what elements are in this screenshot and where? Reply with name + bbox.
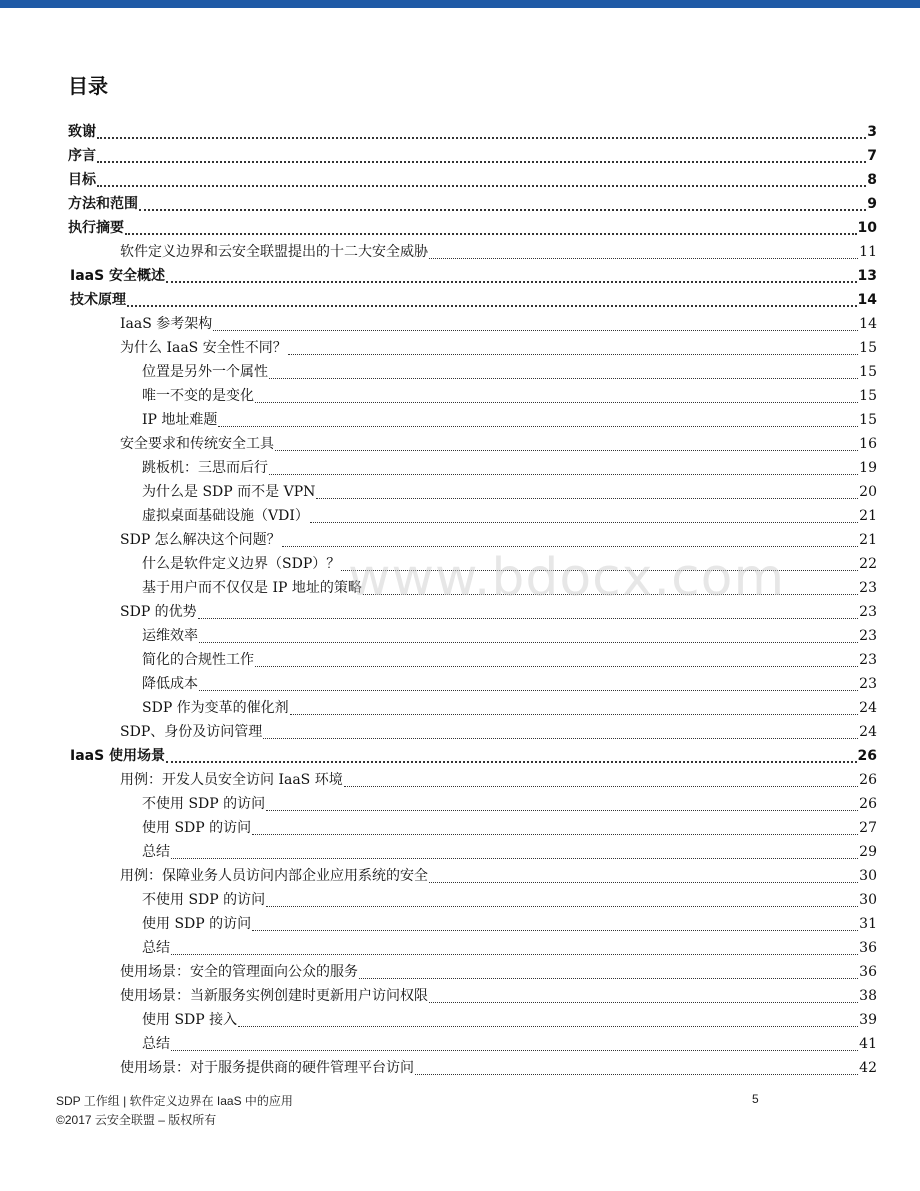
toc-entry[interactable] <box>0 120 877 144</box>
toc-entry[interactable] <box>0 384 877 408</box>
toc-entry[interactable] <box>0 168 877 192</box>
toc-entry-page-number: 21 <box>859 532 877 548</box>
footer-page-number: 5 <box>752 1092 759 1106</box>
toc-entry-label: IP 地址难题 <box>142 412 218 428</box>
toc-entry[interactable] <box>0 744 877 768</box>
dot-leader <box>415 1074 858 1075</box>
toc-entry-label: 安全要求和传统安全工具 <box>120 436 274 452</box>
toc-entry[interactable] <box>0 312 877 336</box>
toc-entry-label: 什么是软件定义边界（SDP）？ <box>142 556 341 572</box>
toc-entry-label: 不使用 SDP 的访问 <box>142 892 266 908</box>
toc-entry-label: IaaS 安全概述 <box>70 268 166 284</box>
toc-entry-label: SDP 的优势 <box>120 604 197 620</box>
dot-leader <box>429 882 858 883</box>
dot-leader <box>97 161 866 163</box>
dot-leader <box>255 402 858 403</box>
toc-entry-label: 基于用户而不仅仅是 IP 地址的策略 <box>142 580 362 596</box>
toc-entry[interactable] <box>0 600 877 624</box>
toc-entry[interactable] <box>0 480 877 504</box>
toc-entry[interactable] <box>0 528 877 552</box>
dot-leader <box>97 185 866 187</box>
toc-entry-page-number: 9 <box>867 196 877 212</box>
toc-entry-page-number: 23 <box>859 628 877 644</box>
footer-copyright: ©2017 云安全联盟 – 版权所有 <box>56 1113 217 1127</box>
toc-entry-label: 虚拟桌面基础设施（VDI） <box>142 508 309 524</box>
toc-entry[interactable] <box>0 696 877 720</box>
toc-entry-page-number: 15 <box>859 364 877 380</box>
toc-entry[interactable] <box>0 336 877 360</box>
toc-entry-page-number: 26 <box>859 796 877 812</box>
dot-leader <box>429 258 858 259</box>
toc-entry-page-number: 26 <box>857 748 877 764</box>
dot-leader <box>252 834 858 835</box>
dot-leader <box>275 450 858 451</box>
dot-leader <box>282 546 858 547</box>
toc-entry-page-number: 20 <box>859 484 877 500</box>
footer <box>56 1092 293 1130</box>
toc-entry-label: 致谢 <box>68 124 96 140</box>
toc-entry-page-number: 7 <box>867 148 877 164</box>
dot-leader <box>199 690 858 691</box>
toc-entry-label: 使用场景：对于服务提供商的硬件管理平台访问 <box>120 1060 414 1076</box>
toc-entry-page-number: 38 <box>859 988 877 1004</box>
dot-leader <box>166 761 856 763</box>
toc-entry[interactable] <box>0 240 877 264</box>
header-accent-bar <box>0 0 920 8</box>
toc-entry-label: 序言 <box>68 148 96 164</box>
dot-leader <box>263 738 858 739</box>
toc-entry-page-number: 26 <box>859 772 877 788</box>
dot-leader <box>310 522 858 523</box>
toc-entry-page-number: 27 <box>859 820 877 836</box>
toc-entry[interactable] <box>0 1008 877 1032</box>
toc-entry-label: 为什么是 SDP 而不是 VPN <box>142 484 316 500</box>
toc-entry-page-number: 10 <box>857 220 877 236</box>
page-title: 目录 <box>68 74 108 98</box>
toc-entry[interactable] <box>0 816 877 840</box>
toc-entry[interactable] <box>0 216 877 240</box>
toc-entry-page-number: 13 <box>857 268 877 284</box>
toc-entry-page-number: 23 <box>859 580 877 596</box>
toc-entry-page-number: 3 <box>867 124 877 140</box>
toc-entry-label: 使用 SDP 的访问 <box>142 916 252 932</box>
toc-entry-label: 使用场景：安全的管理面向公众的服务 <box>120 964 358 980</box>
toc-entry-page-number: 15 <box>859 340 877 356</box>
toc-entry[interactable] <box>0 576 877 600</box>
table-of-contents <box>0 120 920 1080</box>
dot-leader <box>266 906 858 907</box>
dot-leader <box>341 570 858 571</box>
toc-entry[interactable] <box>0 864 877 888</box>
dot-leader <box>139 209 866 211</box>
toc-entry-label: IaaS 参考架构 <box>120 316 213 332</box>
toc-entry[interactable] <box>0 408 877 432</box>
toc-entry-label: 软件定义边界和云安全联盟提出的十二大安全威胁 <box>120 244 428 260</box>
toc-entry[interactable] <box>0 624 877 648</box>
toc-entry-page-number: 15 <box>859 412 877 428</box>
toc-entry[interactable] <box>0 192 877 216</box>
toc-entry-label: 使用 SDP 的访问 <box>142 820 252 836</box>
toc-entry-page-number: 41 <box>859 1036 877 1052</box>
toc-entry-page-number: 14 <box>857 292 877 308</box>
toc-entry-label: 执行摘要 <box>68 220 124 236</box>
toc-entry-label: SDP 作为变革的催化剂 <box>142 700 289 716</box>
toc-entry[interactable] <box>0 504 877 528</box>
toc-entry-label: 降低成本 <box>142 676 198 692</box>
toc-entry-label: 不使用 SDP 的访问 <box>142 796 266 812</box>
toc-entry-page-number: 23 <box>859 676 877 692</box>
toc-entry-label: SDP、身份及访问管理 <box>120 724 263 740</box>
dot-leader <box>166 281 856 283</box>
toc-entry-page-number: 24 <box>859 724 877 740</box>
toc-entry-page-number: 36 <box>859 964 877 980</box>
toc-entry[interactable] <box>0 552 877 576</box>
dot-leader <box>125 233 857 235</box>
toc-entry[interactable] <box>0 288 877 312</box>
toc-entry-label: 技术原理 <box>70 292 126 308</box>
toc-entry[interactable] <box>0 1056 877 1080</box>
toc-entry-label: 简化的合规性工作 <box>142 652 254 668</box>
toc-entry[interactable] <box>0 720 877 744</box>
dot-leader <box>198 618 858 619</box>
dot-leader <box>213 330 858 331</box>
dot-leader <box>266 810 858 811</box>
dot-leader <box>97 137 866 139</box>
dot-leader <box>269 378 858 379</box>
toc-entry-page-number: 23 <box>859 604 877 620</box>
toc-entry-page-number: 31 <box>859 916 877 932</box>
toc-entry[interactable] <box>0 432 877 456</box>
toc-entry-label: 运维效率 <box>142 628 198 644</box>
toc-entry-page-number: 11 <box>859 244 877 260</box>
toc-entry[interactable] <box>0 1032 877 1056</box>
toc-entry[interactable] <box>0 960 877 984</box>
toc-entry-page-number: 23 <box>859 652 877 668</box>
toc-entry-label: 总结 <box>142 1036 170 1052</box>
toc-entry-label: 为什么 IaaS 安全性不同？ <box>120 340 287 356</box>
toc-entry-page-number: 19 <box>859 460 877 476</box>
toc-entry-label: 总结 <box>142 940 170 956</box>
toc-entry-page-number: 21 <box>859 508 877 524</box>
toc-entry-page-number: 16 <box>859 436 877 452</box>
toc-entry-page-number: 8 <box>867 172 877 188</box>
toc-entry-page-number: 39 <box>859 1012 877 1028</box>
dot-leader <box>359 978 858 979</box>
dot-leader <box>269 474 858 475</box>
toc-entry[interactable] <box>0 144 877 168</box>
footer-document-title: SDP 工作组 | 软件定义边界在 IaaS 中的应用 <box>56 1094 293 1108</box>
toc-entry-page-number: 30 <box>859 868 877 884</box>
toc-entry[interactable] <box>0 840 877 864</box>
toc-entry[interactable] <box>0 672 877 696</box>
dot-leader <box>171 858 858 859</box>
toc-entry[interactable] <box>0 456 877 480</box>
toc-entry-label: 使用 SDP 接入 <box>142 1012 238 1028</box>
toc-entry[interactable] <box>0 984 877 1008</box>
toc-entry-page-number: 15 <box>859 388 877 404</box>
dot-leader <box>344 786 858 787</box>
toc-entry-label: 总结 <box>142 844 170 860</box>
dot-leader <box>316 498 858 499</box>
toc-entry-label: 跳板机：三思而后行 <box>142 460 268 476</box>
toc-entry-page-number: 14 <box>859 316 877 332</box>
dot-leader <box>363 594 858 595</box>
toc-entry[interactable] <box>0 792 877 816</box>
toc-entry-page-number: 22 <box>859 556 877 572</box>
toc-entry-label: 用例：开发人员安全访问 IaaS 环境 <box>120 772 343 788</box>
dot-leader <box>288 354 858 355</box>
dot-leader <box>252 930 858 931</box>
dot-leader <box>290 714 858 715</box>
toc-entry-label: 方法和范围 <box>68 196 138 212</box>
toc-entry-label: IaaS 使用场景 <box>70 748 166 764</box>
dot-leader <box>199 642 858 643</box>
dot-leader <box>171 1050 858 1051</box>
toc-entry-label: 目标 <box>68 172 96 188</box>
toc-entry-page-number: 30 <box>859 892 877 908</box>
toc-entry-page-number: 36 <box>859 940 877 956</box>
dot-leader <box>171 954 858 955</box>
toc-entry-page-number: 29 <box>859 844 877 860</box>
watermark: www.bdocx.com <box>348 548 786 608</box>
toc-entry[interactable] <box>0 264 877 288</box>
dot-leader <box>218 426 858 427</box>
toc-entry-label: SDP 怎么解决这个问题？ <box>120 532 281 548</box>
toc-entry-label: 唯一不变的是变化 <box>142 388 254 404</box>
toc-entry-label: 使用场景：当新服务实例创建时更新用户访问权限 <box>120 988 428 1004</box>
dot-leader <box>255 666 858 667</box>
toc-entry[interactable] <box>0 936 877 960</box>
dot-leader <box>127 305 857 307</box>
toc-entry[interactable] <box>0 912 877 936</box>
toc-entry-page-number: 24 <box>859 700 877 716</box>
toc-entry[interactable] <box>0 648 877 672</box>
toc-entry-label: 用例：保障业务人员访问内部企业应用系统的安全 <box>120 868 428 884</box>
toc-entry[interactable] <box>0 888 877 912</box>
dot-leader <box>238 1026 858 1027</box>
toc-entry-label: 位置是另外一个属性 <box>142 364 268 380</box>
toc-entry[interactable] <box>0 360 877 384</box>
toc-entry-page-number: 42 <box>859 1060 877 1076</box>
dot-leader <box>429 1002 858 1003</box>
toc-entry[interactable] <box>0 768 877 792</box>
